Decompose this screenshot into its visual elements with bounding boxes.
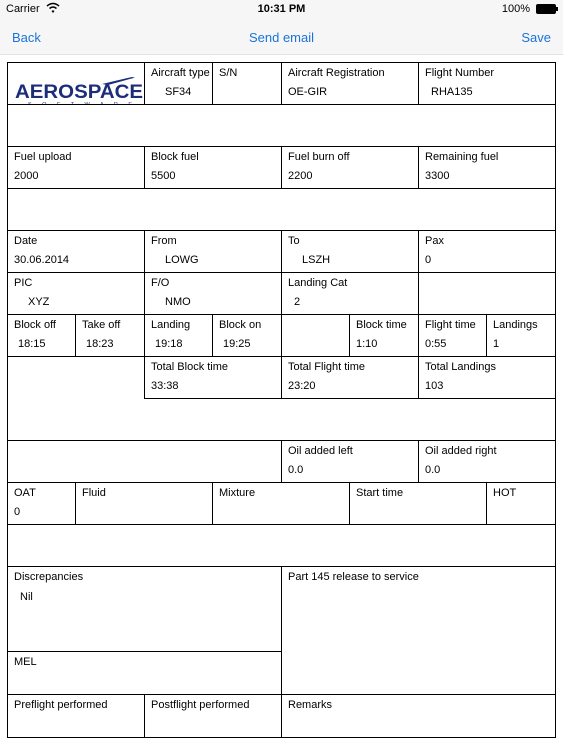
mel-label: MEL — [14, 656, 37, 668]
back-button[interactable]: Back — [12, 30, 41, 45]
registration-value: OE-GIR — [288, 86, 328, 98]
to-label: To — [288, 235, 300, 247]
fuel-burn-off-field[interactable] — [281, 146, 419, 189]
hot-label: HOT — [493, 487, 517, 499]
remarks-field[interactable] — [281, 694, 556, 738]
aircraft-registration-field[interactable] — [281, 62, 419, 105]
status-bar — [0, 0, 563, 18]
block-time-value: 1:10 — [356, 338, 378, 350]
landings-field[interactable] — [486, 314, 556, 357]
pax-field[interactable] — [418, 230, 556, 273]
mixture-label: Mixture — [219, 487, 256, 499]
total-flight-time-field[interactable] — [281, 356, 419, 399]
block-off-field[interactable] — [7, 314, 76, 357]
block-on-field[interactable] — [212, 314, 282, 357]
save-button[interactable]: Save — [521, 30, 551, 45]
landing-cat-field[interactable] — [281, 272, 419, 315]
total-block-time-field[interactable] — [144, 356, 282, 399]
battery-percent: 100% — [501, 3, 530, 15]
fluid-label: Fluid — [82, 487, 106, 499]
part-145-label: Part 145 release to service — [288, 571, 419, 583]
sn-label: S/N — [219, 67, 238, 79]
to-field[interactable] — [281, 230, 419, 273]
logo-cell — [7, 62, 145, 105]
discrepancies-value: Nil — [20, 591, 33, 603]
fuel-burn-off-label: Fuel burn off — [288, 151, 350, 163]
left-border-segment — [7, 398, 8, 484]
fuel-burn-off-value: 2200 — [288, 170, 313, 182]
remaining-fuel-label: Remaining fuel — [425, 151, 499, 163]
flight-time-value: 0:55 — [425, 338, 447, 350]
total-landings-value: 103 — [425, 380, 444, 392]
pic-field[interactable] — [7, 272, 145, 315]
flight-time-label: Flight time — [425, 319, 476, 331]
carrier-label: Carrier — [6, 3, 40, 15]
block-fuel-value: 5500 — [151, 170, 176, 182]
block-time-label: Block time — [356, 319, 407, 331]
block-fuel-field[interactable] — [144, 146, 282, 189]
empty-time-cell — [281, 314, 350, 357]
block-off-label: Block off — [14, 319, 56, 331]
blank-row-3 — [144, 398, 556, 441]
total-landings-label: Total Landings — [425, 361, 496, 373]
flight-number-label: Flight Number — [425, 67, 495, 79]
flight-time-field[interactable] — [418, 314, 487, 357]
oil-left-label: Oil added left — [288, 445, 353, 457]
date-field[interactable] — [7, 230, 145, 273]
fuel-upload-label: Fuel upload — [14, 151, 72, 163]
from-value: LOWG — [165, 254, 199, 266]
part-145-release-field[interactable] — [281, 566, 556, 695]
aircraft-type-label: Aircraft type — [151, 67, 210, 79]
remaining-fuel-field[interactable] — [418, 146, 556, 189]
total-flight-time-value: 23:20 — [288, 380, 316, 392]
block-fuel-label: Block fuel — [151, 151, 199, 163]
total-block-time-value: 33:38 — [151, 380, 179, 392]
oat-label: OAT — [14, 487, 36, 499]
fo-label: F/O — [151, 277, 170, 289]
landing-label: Landing — [151, 319, 191, 331]
empty-crew-cell — [418, 272, 556, 315]
oil-left-blank — [7, 440, 282, 483]
date-value: 30.06.2014 — [14, 254, 70, 266]
aerospace-software-logo — [14, 75, 144, 107]
fuel-upload-field[interactable] — [7, 146, 145, 189]
block-on-value: 19:25 — [223, 338, 251, 350]
landings-label: Landings — [493, 319, 538, 331]
fluid-field[interactable] — [75, 482, 213, 525]
pic-value: XYZ — [28, 296, 50, 308]
pic-label: PIC — [14, 277, 33, 289]
landing-value: 19:18 — [155, 338, 183, 350]
blank-row-4 — [7, 524, 556, 567]
total-flight-time-label: Total Flight time — [288, 361, 366, 373]
clock: 10:31 PM — [257, 3, 306, 15]
landings-value: 1 — [493, 338, 500, 350]
pax-value: 0 — [425, 254, 432, 266]
discrepancies-field[interactable] — [7, 566, 282, 652]
oil-right-label: Oil added right — [425, 445, 497, 457]
mel-field[interactable] — [7, 651, 282, 695]
remaining-fuel-value: 3300 — [425, 170, 450, 182]
to-value: LSZH — [302, 254, 331, 266]
aircraft-type-field[interactable] — [144, 62, 213, 105]
aircraft-type-value: SF34 — [165, 86, 192, 98]
serial-number-field[interactable] — [212, 62, 282, 105]
remarks-label: Remarks — [288, 699, 333, 711]
blank-row-2 — [7, 188, 556, 231]
logo-wordmark: AEROSPACE — [15, 82, 143, 103]
postflight-performed-field[interactable] — [144, 694, 282, 738]
preflight-performed-field[interactable] — [7, 694, 145, 738]
block-time-field[interactable] — [349, 314, 419, 357]
take-off-field[interactable] — [75, 314, 145, 357]
first-officer-field[interactable] — [144, 272, 282, 315]
fo-value: NMO — [165, 296, 191, 308]
discrepancies-label: Discrepancies — [14, 571, 84, 583]
total-landings-field[interactable] — [418, 356, 556, 399]
navigation-bar — [0, 18, 563, 55]
flight-log-sheet — [0, 55, 563, 750]
take-off-label: Take off — [82, 319, 121, 331]
oat-field[interactable] — [7, 482, 76, 525]
flight-number-value: RHA135 — [431, 86, 473, 98]
fuel-upload-value: 2000 — [14, 170, 39, 182]
block-off-value: 18:15 — [18, 338, 46, 350]
battery-icon — [536, 4, 558, 14]
date-label: Date — [14, 235, 38, 247]
oil-right-value: 0.0 — [425, 464, 441, 476]
totals-left-blank — [7, 356, 145, 441]
oil-added-right-field[interactable] — [418, 440, 556, 483]
from-field[interactable] — [144, 230, 282, 273]
start-time-label: Start time — [356, 487, 404, 499]
from-label: From — [151, 235, 177, 247]
take-off-value: 18:23 — [86, 338, 114, 350]
oil-added-left-field[interactable] — [281, 440, 419, 483]
oat-value: 0 — [14, 506, 21, 518]
registration-label: Aircraft Registration — [288, 67, 385, 79]
landing-field[interactable] — [144, 314, 213, 357]
postflight-label: Postflight performed — [151, 699, 250, 711]
send-email-button[interactable]: Send email — [0, 30, 563, 45]
start-time-field[interactable] — [349, 482, 487, 525]
landing-cat-label: Landing Cat — [288, 277, 348, 289]
blank-row-1 — [7, 104, 556, 147]
pax-label: Pax — [425, 235, 444, 247]
total-block-time-label: Total Block time — [151, 361, 229, 373]
flight-number-field[interactable] — [418, 62, 556, 105]
block-on-label: Block on — [219, 319, 262, 331]
landing-cat-value: 2 — [294, 296, 301, 308]
oil-left-value: 0.0 — [288, 464, 304, 476]
preflight-label: Preflight performed — [14, 699, 108, 711]
hot-field[interactable] — [486, 482, 556, 525]
mixture-field[interactable] — [212, 482, 350, 525]
